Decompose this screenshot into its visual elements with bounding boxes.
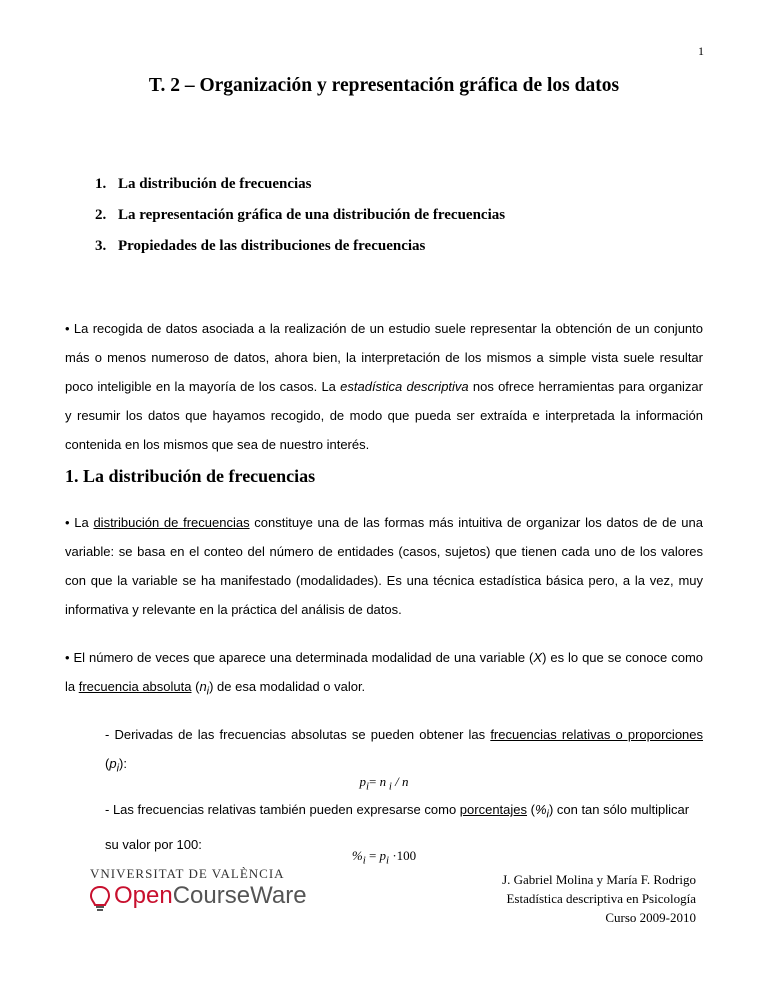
opencourseware-logo [90, 866, 307, 926]
section-1-heading: 1. La distribución de frecuencias [65, 466, 316, 486]
footer-year: Curso 2009-2010 [605, 910, 696, 925]
opencourseware-wordmark: OpenCourseWare [114, 882, 307, 909]
toc-item-1: 1. La distribución de frecuencias [95, 176, 312, 192]
relative-frequency-paragraph: - Derivadas de las frecuencias absolutas se pueden obtener las frecuencias relativas o proporciones $(p_i)$: [105, 727, 704, 775]
distribution-paragraph: • La distribución de frecuencias constituye una de las formas más intuitiva de organizar los datos de de una variable: se basa en el conteo del número de entidades (casos, sujetos) que tienen cada uno de los valores con que la variable se ha manifestado (modalidades). Es una técnica estadística básica pero, a la vez, muy informativa y relevante en la práctica del análisis de datos. [65, 515, 703, 617]
toc-item-2: 2. La representación gráfica de una distribución de frecuencias [95, 207, 506, 223]
absolute-frequency-paragraph: • El número de veces que aparece una determinada modalidad de una variable (X) es lo que se conoce como la frecuencia absoluta $(n_i)$ de esa modalidad o valor. [65, 650, 703, 698]
relative-frequency-formula: $p_i= n$ $_i$ / n [359, 774, 409, 793]
bulb-icon [90, 886, 110, 912]
footer-authors: J. Gabriel Molina y María F. Rodrigo [502, 872, 696, 887]
page-number: 1 [698, 44, 704, 58]
percentage-paragraph: - Las frecuencias relativas también pueden expresarse como porcentajes $(\%_i)$ con tan sólo multiplicar su valor por 100: [105, 802, 690, 852]
document-title: T. 2 – Organización y representación gráfica de los datos [148, 75, 620, 96]
table-of-contents [95, 169, 505, 262]
intro-paragraph: • La recogida de datos asociada a la realización de un estudio suele representar la obtención de un conjunto más o menos numeroso de datos, ahora bien, la interpretación de los mismos a simple vista suele resultar poco inteligible en la mayoría de los casos. La estadística descriptiva nos ofrece herramientas para organizar y resumir los datos que hayamos recogido, de modo que pueda ser extraída e interpretada la información contenida en los mismos que sea de nuestro interés. [65, 321, 703, 452]
footer-credits [502, 870, 696, 927]
university-name: VNIVERSITAT DE VALÈNCIA [90, 866, 285, 881]
percentage-formula: $\%_i = p_i \cdot 100$ [351, 848, 417, 867]
toc-item-3: 3. Propiedades de las distribuciones de frecuencias [95, 238, 426, 254]
footer-course: Estadística descriptiva en Psicología [506, 891, 696, 906]
